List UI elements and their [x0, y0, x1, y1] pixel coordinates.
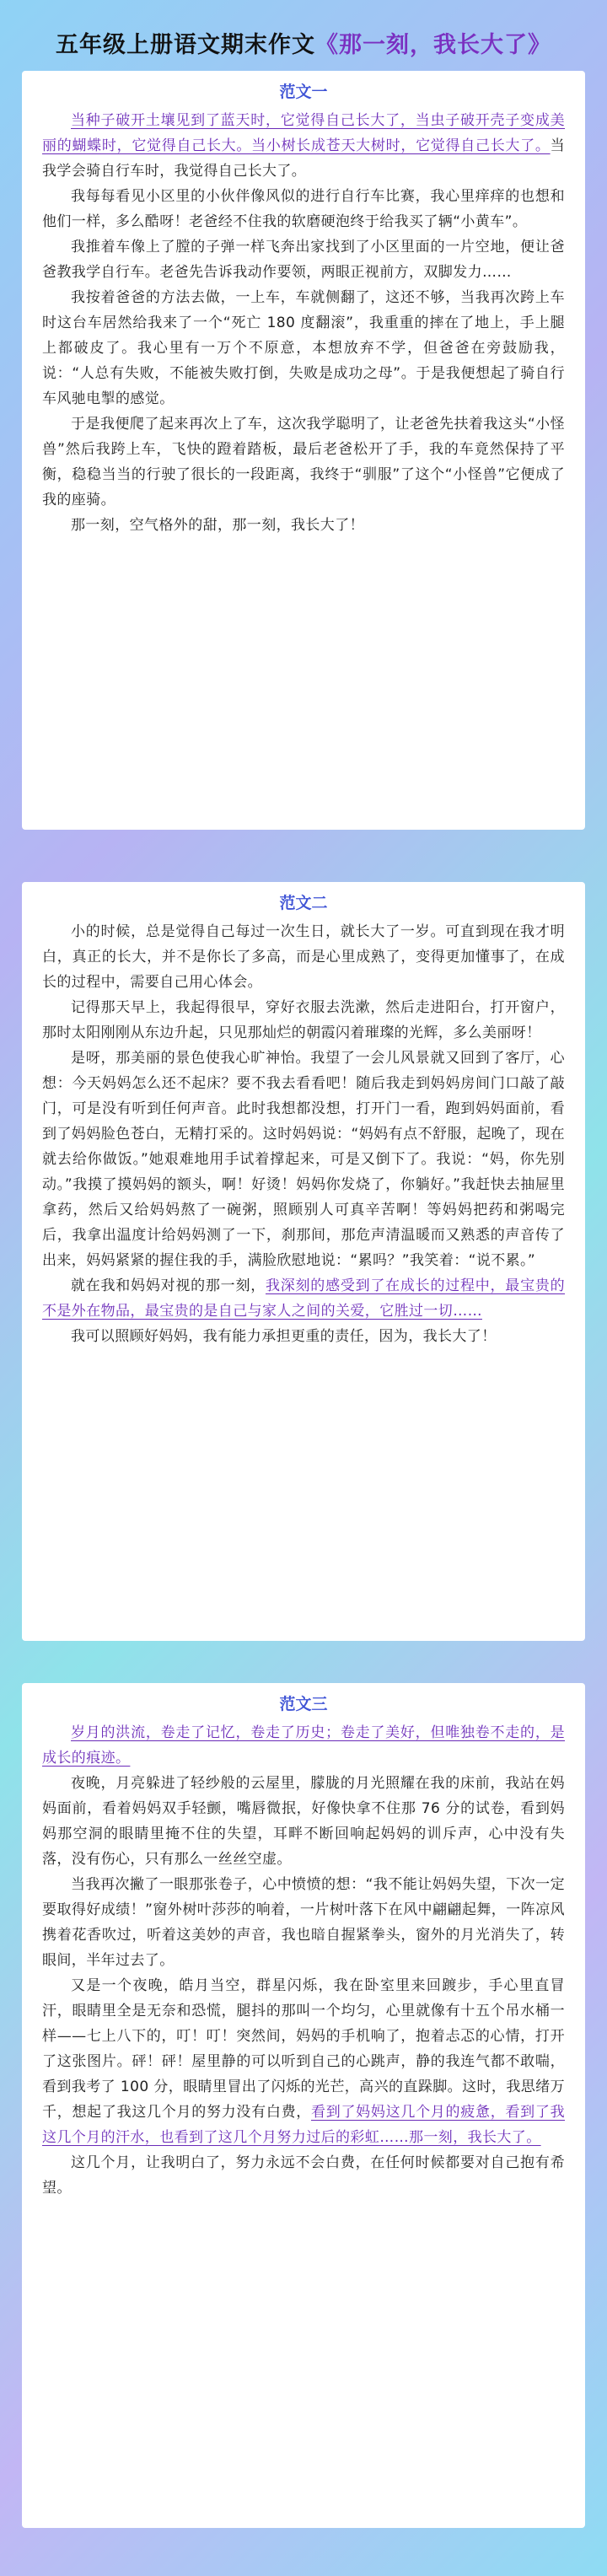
underlined-text: 看到了妈妈这几个月的疲惫，看到了我这几个月的汗水，也看到了这几个月努力过后的彩虹……那一刻，我长大了。 [42, 2104, 565, 2146]
essay-body [42, 108, 565, 538]
essay-paragraph [42, 1324, 565, 1349]
paragraph-text: 当我再次撇了一眼那张卷子，心中愤愤的想：“我不能让妈妈失望，下次一定要取得好成绩！”窗外树叶莎莎的响着，一片树叶落下在风中翩翩起舞，一阵凉风携着花香吹过，听着这美妙的声音，我也暗自握紧拳头，窗外的月光消失了，转眼间，半年过去了。 [42, 1876, 565, 1969]
paragraph-text: 我推着车像上了膛的子弹一样飞奔出家找到了小区里面的一片空地，便让爸爸教我学自行车。老爸先告诉我动作要领，两眼正视前方，双脚发力…… [42, 239, 565, 281]
essay-paragraph [42, 1973, 565, 2150]
essay-card-3 [22, 1683, 585, 2528]
essay-title: 范文一 [279, 83, 328, 101]
essay-paragraph [42, 234, 565, 285]
essay-paragraph [42, 919, 565, 995]
paragraph-text: 又是一个夜晚，皓月当空，群星闪烁，我在卧室里来回踱步，手心里直冒汗，眼睛里全是无奈和恐慌，腿抖的那叫一个均匀，心里就像有十五个吊水桶一样——七上八下的，叮！叮！突然间，妈妈的手机响了，抱着忐忑的心情，打开了这张图片。砰！砰！屋里静的可以听到自己的心跳声，静的我连气都不敢喘，看到我考了 100 分，眼睛里冒出了闪烁的光芒，高兴的直跺脚。这时，我思绪万千，想起了我这几个月的努力没有白费， [42, 1977, 565, 2121]
paragraph-text: 这几个月，让我明白了，努力永远不会白费，在任何时候都要对自己抱有希望。 [42, 2154, 565, 2197]
essay-paragraph [42, 184, 565, 234]
essay-paragraph [42, 1872, 565, 1973]
essay-paragraph [42, 995, 565, 1046]
paragraph-text: 我按着爸爸的方法去做，一上车，车就侧翻了，这还不够，当我再次跨上车时这台车居然给我来了一个“死亡 180 度翻滚”，我重重的摔在了地上，手上腿上都破皮了。我心里有一万个不原意，本想放弃不学，但爸爸在旁鼓励我，说：“人总有失败，不能被失败打倒，失败是成功之母”。于是我便想起了骑自行车风驰电掣的感觉。 [42, 289, 565, 407]
paragraph-text: 小的时候，总是觉得自己每过一次生日，就长大了一岁。可直到现在我才明白，真正的长大，并不是你长了多高，而是心里成熟了，变得更加懂事了，在成长的过程中，需要自己用心体会。 [42, 923, 565, 991]
essay-paragraph [42, 285, 565, 411]
underlined-text: 我深刻的感受到了在成长的过程中，最宝贵的不是外在物品，最宝贵的是自己与家人之间的关爱，它胜过一切…… [42, 1277, 566, 1320]
essay-body [42, 919, 565, 1349]
page-title-prefix: 五年级上册语文期末作文 [56, 31, 315, 58]
underlined-text: 当种子破开土壤见到了蓝天时，它觉得自己长大了，当虫子破开壳子变成美丽的蝴蝶时，它觉得自己长大。当小树长成苍天大树时，它觉得自己长大了。 [42, 112, 565, 154]
essay-paragraph [42, 1720, 565, 1771]
essay-title: 范文三 [279, 1695, 328, 1713]
essay-card-2 [22, 882, 585, 1641]
essay-paragraph [42, 1771, 565, 1872]
paragraph-text: 就在我和妈妈对视的那一刻， [71, 1277, 266, 1294]
underlined-text: 岁月的洪流，卷走了记忆，卷走了历史；卷走了美好，但唯独卷不走的，是成长的痕迹。 [42, 1724, 565, 1767]
page-title-highlight: 《那一刻，我长大了》 [315, 31, 551, 58]
essay-title: 范文二 [279, 894, 328, 912]
essay-body [42, 1720, 565, 2201]
paragraph-text: 我每每看见小区里的小伙伴像风似的进行自行车比赛，我心里痒痒的也想和他们一样，多么酷呀！老爸经不住我的软磨硬泡终于给我买了辆“小黄车”。 [42, 188, 565, 230]
paragraph-text: 于是我便爬了起来再次上了车，这次我学聪明了，让老爸先扶着我这头“小怪兽”然后我跨上车，飞快的蹬着踏板，最后老爸松开了手，我的车竟然保持了平衡，稳稳当当的行驶了很长的一段距离，我终于“驯服”了这个“小怪兽”它便成了我的座骑。 [42, 416, 565, 508]
essay-paragraph [42, 1273, 565, 1324]
paragraph-text: 当我学会骑自行车时，我觉得自己长大了。 [42, 137, 565, 180]
paragraph-text: 我可以照顾好妈妈，我有能力承担更重的责任，因为，我长大了！ [71, 1328, 497, 1345]
essay-paragraph [42, 513, 565, 538]
paragraph-text: 夜晚，月亮躲进了轻纱般的云屋里，朦胧的月光照耀在我的床前，我站在妈妈面前，看着妈妈双手轻颤，嘴唇微抿，好像快拿不住那 76 分的试卷，看到妈妈那空洞的眼睛里掩不住的失望，耳畔不断回响起妈妈的训斥声，心中没有失落，没有伤心，只有那么一丝丝空虚。 [42, 1775, 565, 1868]
essay-paragraph [42, 1046, 565, 1273]
paragraph-text: 是呀，那美丽的景色使我心旷神怡。我望了一会儿风景就又回到了客厅，心想：今天妈妈怎么还不起床？要不我去看看吧！随后我走到妈妈房间门口敲了敲门，可是没有听到任何声音。此时我想都没想，打开门一看，跑到妈妈面前，看到了妈妈脸色苍白，无精打采的。这时妈妈说：“妈妈有点不舒服，起晚了，现在就去给你做饭。”她艰难地用手试着撑起来，可是又倒下了。我说：“妈，你先别动。”我摸了摸妈妈的额头，啊！好烫！妈妈你发烧了，你躺好。”我赶快去抽屉里拿药，然后又给妈妈熬了一碗粥，照顾别人可真辛苦啊！等妈妈把药和粥喝完后，我拿出温度计给妈妈测了一下，刹那间，那危声清温暖而又熟悉的声音传了出来，妈妈紧紧的握住我的手，满脸欣慰地说：“累吗？”我笑着：“说不累。” [42, 1050, 565, 1269]
essay-card-1 [22, 71, 585, 830]
essay-paragraph [42, 108, 565, 184]
essay-paragraph [42, 411, 565, 513]
essay-paragraph [42, 2150, 565, 2201]
paragraph-text: 记得那天早上，我起得很早，穿好衣服去洗漱，然后走进阳台，打开窗户，那时太阳刚刚从东边升起，只见那灿烂的朝霞闪着璀璨的光辉，多么美丽呀！ [42, 999, 565, 1041]
paragraph-text: 那一刻，空气格外的甜，那一刻，我长大了！ [71, 517, 364, 534]
